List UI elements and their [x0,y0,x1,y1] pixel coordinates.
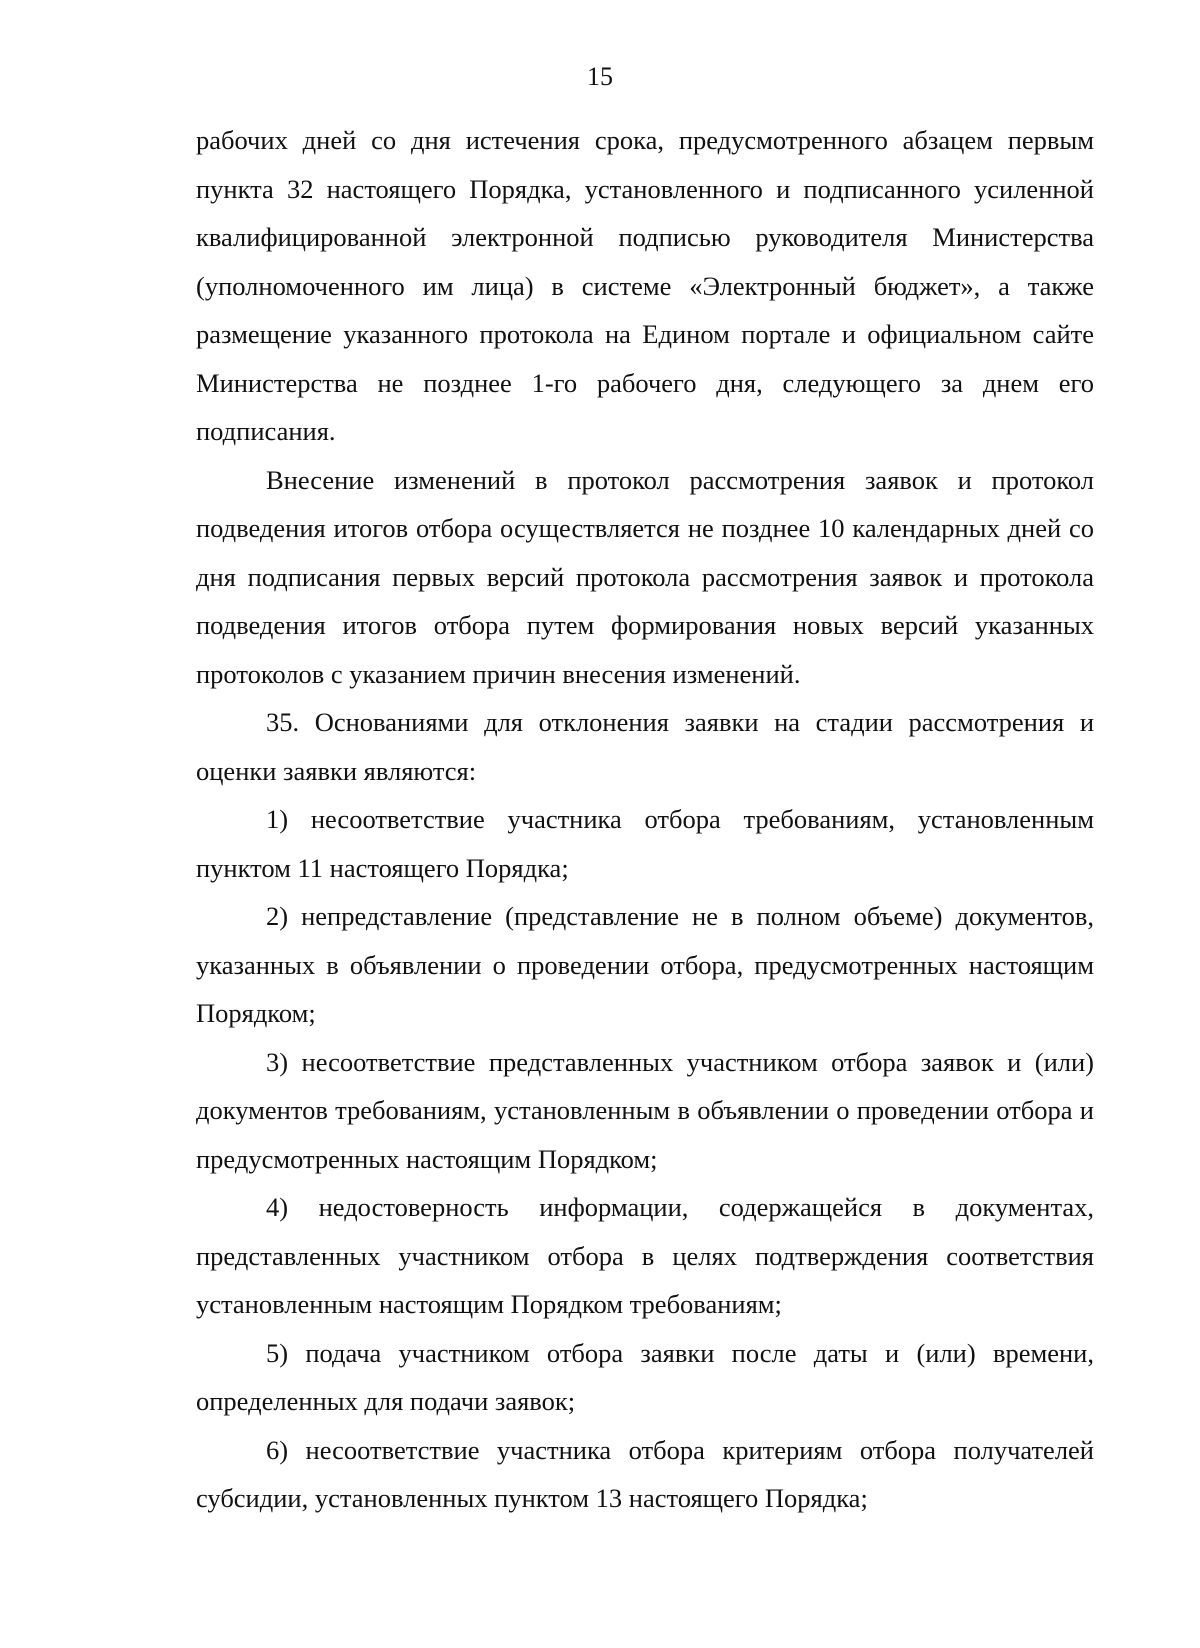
document-body [196,116,1094,1523]
paragraph-protocol-changes: Внесение изменений в протокол рассмотрения заявок и протокол подведения итогов отбора осуществляется не позднее 10 календарных дней со дня подписания первых версий протокола рассмотрения заявок и протокола подведения итогов отбора путем формирования новых версий указанных протоколов с указанием причин внесения изменений. [196,464,1094,689]
paragraph-clause-35: 35. Основаниями для отклонения заявки на стадии рассмотрения и оценки заявки являются: [196,707,1094,786]
list-item-4: 4) недостоверность информации, содержащейся в документах, представленных участником отбора в целях подтверждения соответствия установленным настоящим Порядком требованиям; [196,1192,1094,1319]
page-number: 15 [587,62,613,91]
list-item-6: 6) несоответствие участника отбора критериям отбора получателей субсидии, установленных пунктом 13 настоящего Порядка; [196,1434,1094,1513]
list-item-2: 2) непредставление (представление не в полном объеме) документов, указанных в объявлении о проведении отбора, предусмотренных настоящим Порядком; [196,901,1094,1028]
list-item-1: 1) несоответствие участника отбора требованиям, установленным пунктом 11 настоящего Порядка; [196,804,1094,883]
list-item-3: 3) несоответствие представленных участником отбора заявок и (или) документов требованиям, установленным в объявлении о проведении отбора и предусмотренных настоящим Порядком; [196,1046,1094,1174]
list-item-5: 5) подача участником отбора заявки после даты и (или) времени, определенных для подачи заявок; [196,1337,1094,1416]
paragraph-continuation: рабочих дней со дня истечения срока, предусмотренного абзацем первым пункта 32 настоящего Порядка, установленного и подписанного усиленной квалифицированной электронной подписью руководителя Министерства (уполномоченного им лица) в системе «Электронный бюджет», а также размещение указанного протокола на Едином портале и официальном сайте Министерства не позднее 1-го рабочего дня, следующего за днем его подписания. [196,125,1094,446]
